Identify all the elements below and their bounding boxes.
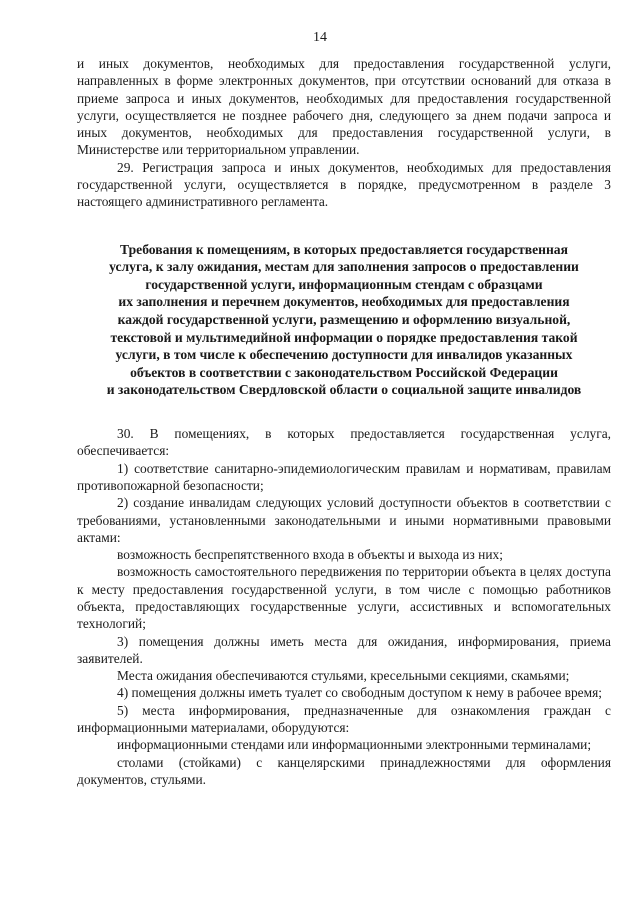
paragraph-30-item-4: 4) помещения должны иметь туалет со свободным доступом к нему в рабочее время; <box>117 685 602 701</box>
heading-line: каждой государственной услуги, размещению и оформлению визуальной, <box>117 312 571 328</box>
paragraph-30: 30. В помещениях, в которых предоставляется государственная услуга, обеспечивается: <box>77 426 611 459</box>
paragraph-30-item-5-b: столами (стойками) с канцелярскими принадлежностями для оформления документов, стульями. <box>77 754 611 787</box>
paragraph-30-item-3: 3) помещения должны иметь места для ожидания, информирования, приема заявителей. <box>77 633 611 666</box>
heading-line: услуга, к залу ожидания, местам для заполнения запросов о предоставлении <box>109 259 579 275</box>
paragraph-30-item-5-a: информационными стендами или информационными электронными терминалами; <box>117 737 592 753</box>
paragraph-30-item-2-a: возможность беспрепятственного входа в объекты и выхода из них; <box>117 547 503 563</box>
continuation-paragraph: и иных документов, необходимых для предоставления государственной услуги, направленных в форме электронных документов, при отсутствии оснований для отказа в приеме запроса и иных документов, необходимых для предоставления государственной услуги, осуществляется не позднее рабочего дня, следующего за днем подачи запроса и иных документов, необходимых для предоставления государственной услуги, в Министерстве или территориальном управлении. <box>77 56 611 158</box>
heading-line: текстовой и мультимедийной информации о порядке предоставления такой <box>110 329 578 345</box>
heading-line: государственной услуги, информационным стендам с образцами <box>145 276 543 292</box>
heading-line: объектов в соответствии с законодательством Российской Федерации <box>130 364 558 380</box>
document-body <box>77 55 611 788</box>
heading-line: услуги, в том числе к обеспечению доступности для инвалидов указанных <box>115 347 573 363</box>
page-number: 14 <box>313 30 327 45</box>
heading-line: Требования к помещениям, в которых предоставляется государственная <box>120 241 568 257</box>
paragraph-30-item-3-a: Места ожидания обеспечиваются стульями, кресельными секциями, скамьями; <box>117 668 570 684</box>
heading-line: их заполнения и перечнем документов, необходимых для предоставления <box>118 294 570 310</box>
heading-line: и законодательством Свердловской области о социальной защите инвалидов <box>106 382 582 398</box>
paragraph-30-item-1: 1) соответствие санитарно-эпидемиологическим правилам и нормативам, правилам противопожарной безопасности; <box>77 460 611 493</box>
paragraph-30-item-2: 2) создание инвалидам следующих условий доступности объектов в соответствии с требованиями, установленными законодательными и иными нормативными правовыми актами: <box>77 495 611 545</box>
section-heading <box>77 241 611 399</box>
paragraph-30-item-2-b: возможность самостоятельного передвижения по территории объекта в целях доступа к месту предоставления государственной услуги, в том числе с помощью работников объекта, предоставляющих государственные услуги, ассистивных и вспомогательных технологий; <box>77 564 611 632</box>
paragraph-30-item-5: 5) места информирования, предназначенные для ознакомления граждан с информационными материалами, оборудуются: <box>77 702 611 736</box>
paragraph-29: 29. Регистрация запроса и иных документов, необходимых для предоставления государственной услуги, осуществляется в порядке, предусмотренном в разделе 3 настоящего административного регламента. <box>77 159 611 210</box>
